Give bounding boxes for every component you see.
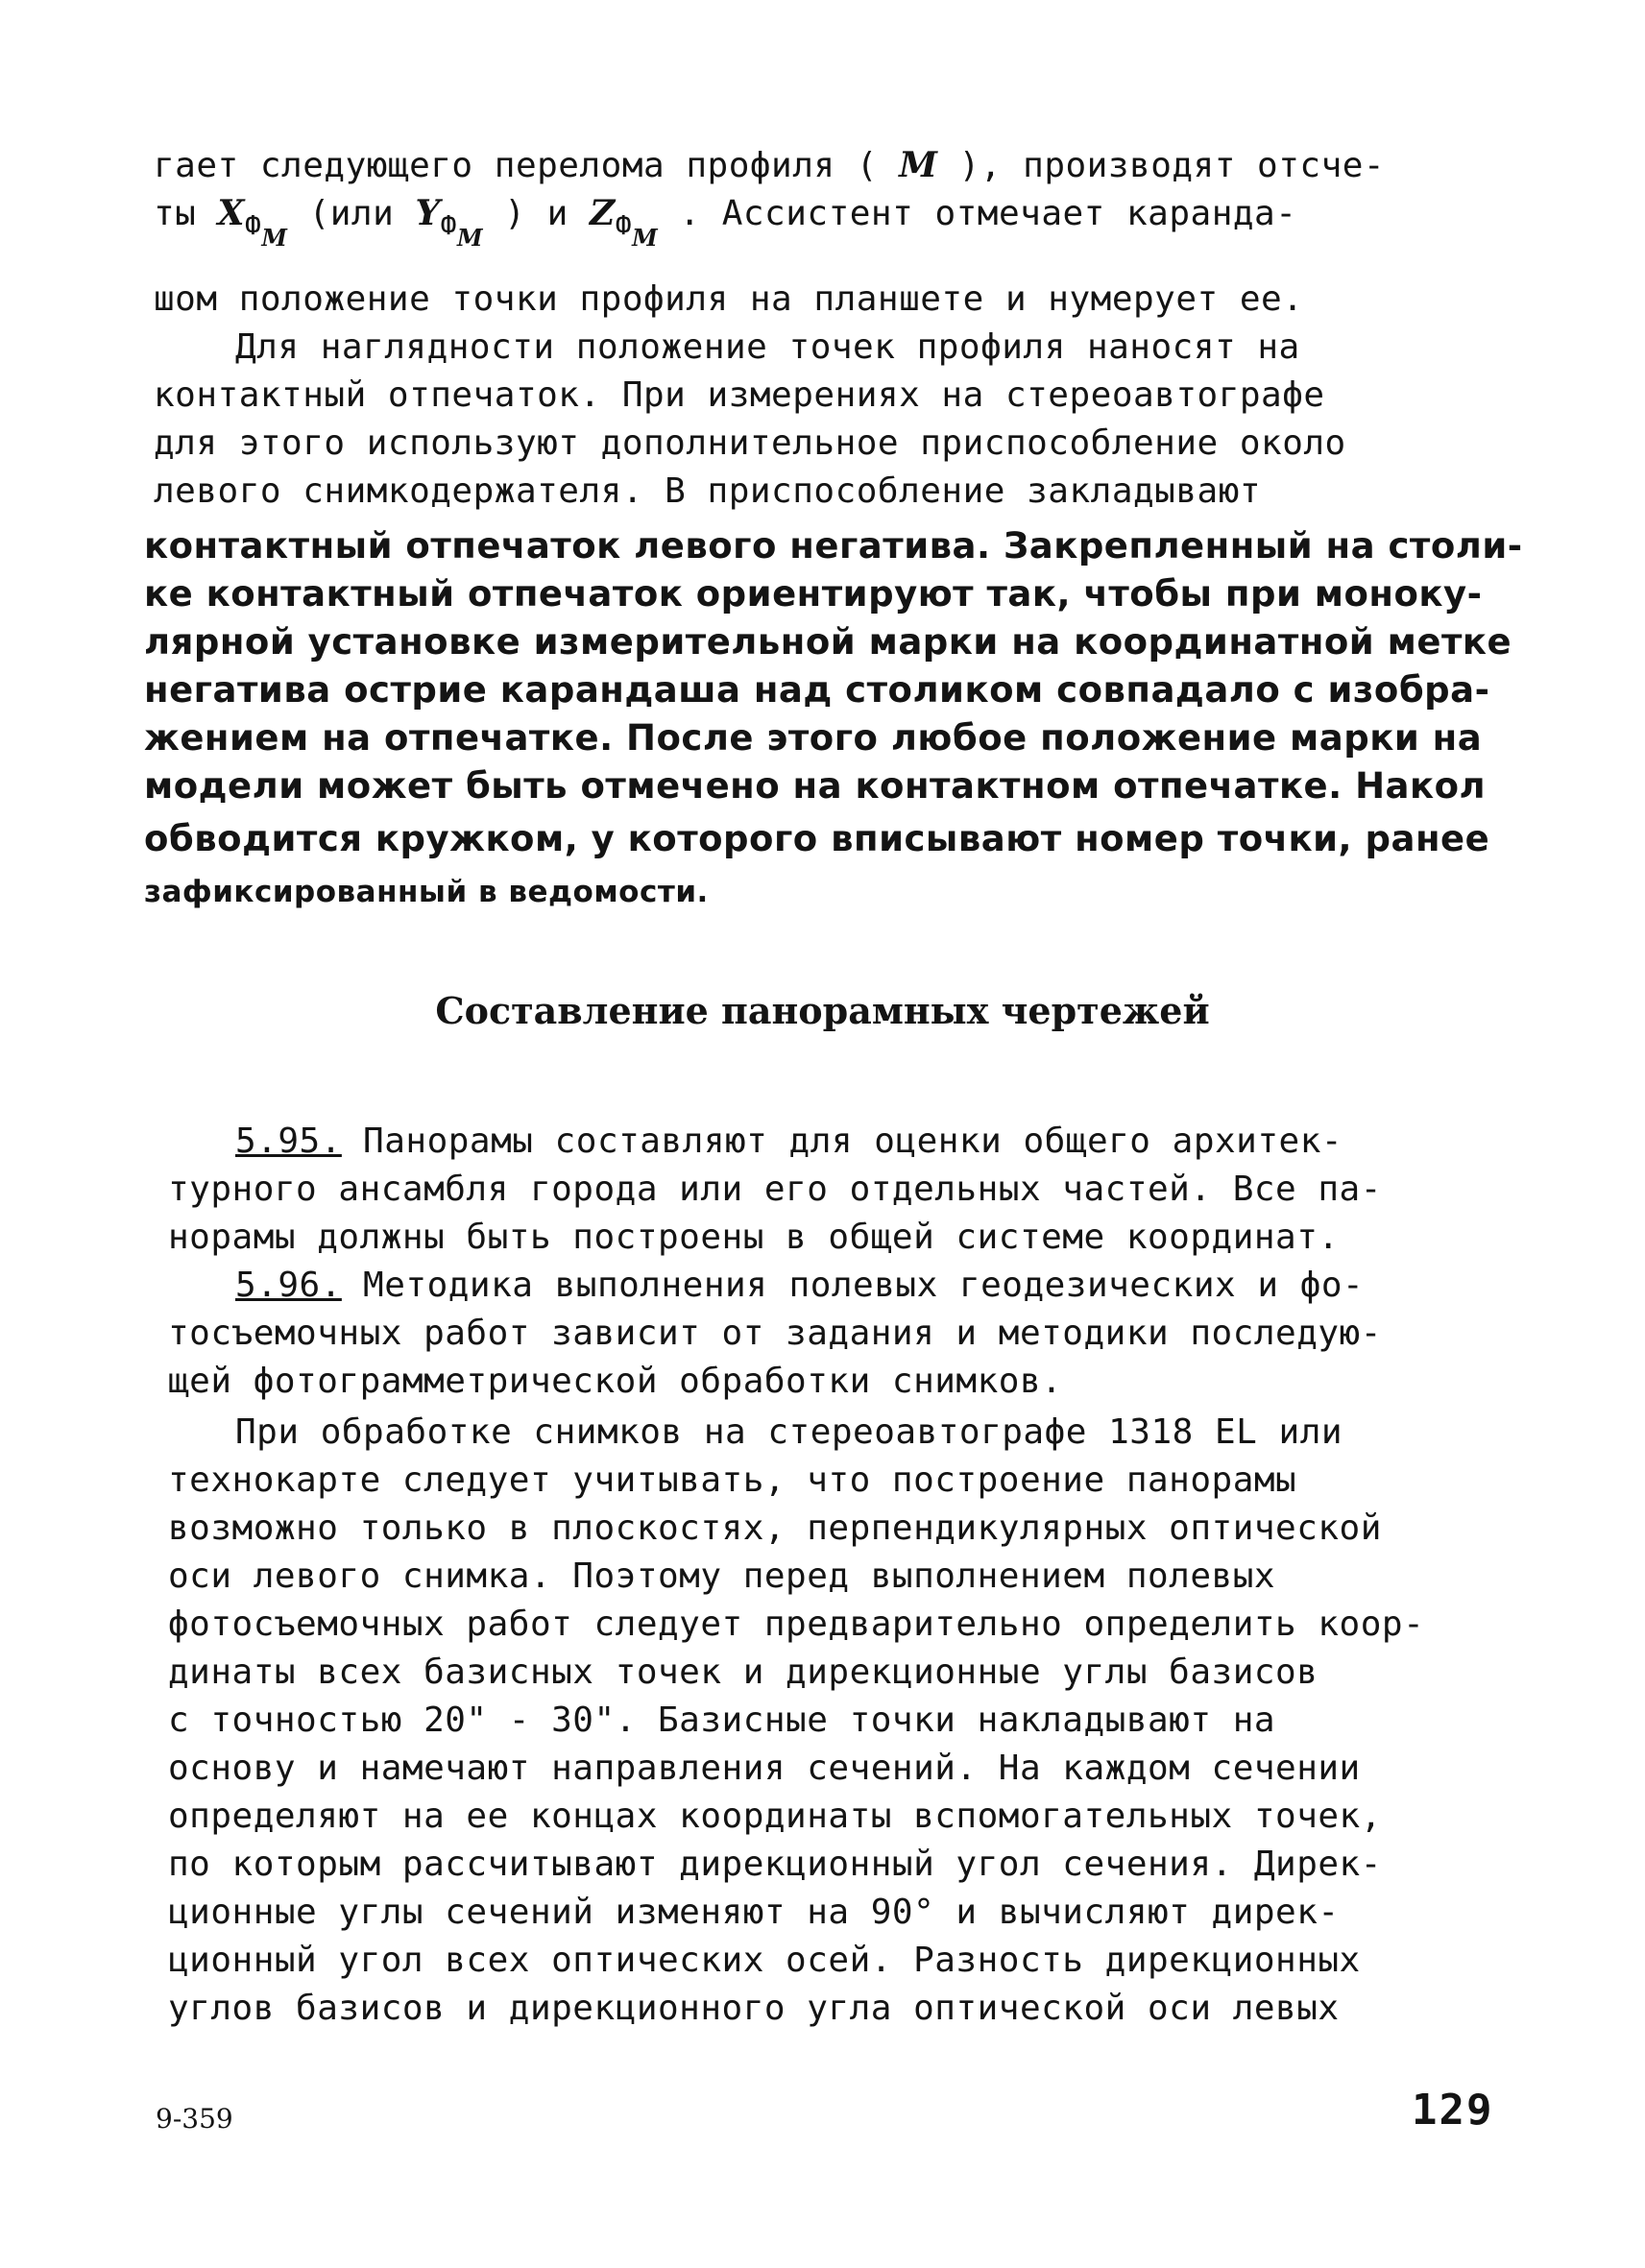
text-line: оси левого снимка. Поэтому перед выполнением полевых	[168, 1556, 1276, 1596]
subscript-phi: Ф	[615, 209, 633, 241]
text-line: левого снимкодержателя. В приспособление закладывают	[154, 471, 1262, 511]
text-line: Для наглядности положение точек профиля наносят на	[235, 327, 1300, 367]
subscript-m: M	[457, 224, 484, 252]
subscript-phi: Ф	[440, 209, 458, 241]
symbol-y: Y	[415, 193, 441, 233]
text-line: норамы должны быть построены в общей системе координат.	[168, 1218, 1340, 1257]
bold-text-line: ке контактный отпечаток ориентируют так, чтобы при моноку-	[144, 573, 1483, 615]
text-line-formula	[154, 190, 1296, 261]
text-line	[235, 1119, 1343, 1165]
text-line: технокарте следует учитывать, что построение панорамы	[168, 1460, 1297, 1500]
text-span: ), производят отсче-	[937, 146, 1386, 185]
text-line: основу и намечают направления сечений. На каждом сечении	[168, 1749, 1361, 1788]
bold-text-line: лярной установке измерительной марки на координатной метке	[144, 621, 1512, 663]
bold-text-line: контактный отпечаток левого негатива. Закрепленный на столи-	[144, 525, 1523, 567]
text-span: (или	[287, 194, 416, 233]
section-heading: Составление панорамных чертежей	[435, 989, 1210, 1032]
bold-text-line: жением на отпечатке. После этого любое положение марки на	[144, 717, 1483, 759]
text-span: Панорамы составляют для оценки общего архитек-	[341, 1122, 1343, 1161]
bold-text-line: обводится кружком, у которого вписывают номер точки, ранее	[144, 818, 1490, 859]
text-line	[235, 1263, 1364, 1309]
symbol-z: Z	[589, 193, 616, 233]
text-line: шом положение точки профиля на планшете и нумерует ее.	[154, 279, 1304, 319]
subscript-phi: Ф	[244, 209, 262, 241]
text-line: с точностью 20" - 30". Базисные точки накладывают на	[168, 1701, 1276, 1740]
text-span: гает следующего перелома профиля (	[154, 146, 900, 185]
text-span: ) и	[483, 194, 590, 233]
text-span: . Ассистент отмечает каранда-	[658, 194, 1297, 233]
text-line: тосъемочных работ зависит от задания и методики последую-	[168, 1314, 1382, 1353]
bold-text-line: модели может быть отмечено на контактном отпечатке. Накол	[144, 765, 1487, 807]
text-span: ты	[154, 194, 218, 233]
text-line	[154, 142, 1385, 189]
subscript-m: M	[261, 224, 288, 252]
symbol-m: M	[899, 145, 938, 185]
text-line: определяют на ее концах координаты вспомогательных точек,	[168, 1797, 1382, 1836]
text-line: для этого используют дополнительное приспособление около	[154, 423, 1346, 463]
bold-text-line: негатива острие карандаша над столиком совпадало с изобра-	[144, 669, 1490, 711]
text-line: ционный угол всех оптических осей. Разность дирекционных	[168, 1941, 1361, 1980]
page-number: 129	[1412, 2086, 1494, 2135]
text-line: ционные углы сечений изменяют на 90° и вычисляют дирек-	[168, 1893, 1340, 1932]
symbol-x: X	[217, 193, 245, 233]
print-signature: 9-359	[156, 2103, 233, 2135]
text-line: фотосъемочных работ следует предварительно определить коор-	[168, 1604, 1425, 1644]
text-line: динаты всех базисных точек и дирекционные углы базисов	[168, 1653, 1318, 1692]
text-span: Методика выполнения полевых геодезических и фо-	[341, 1266, 1365, 1305]
text-line: При обработке снимков на стереоавтографе 1318 EL или	[235, 1412, 1343, 1452]
text-line: по которым рассчитывают дирекционный угол сечения. Дирек-	[168, 1845, 1382, 1884]
text-line: турного ансамбля города или его отдельных частей. Все па-	[168, 1170, 1382, 1209]
text-line: возможно только в плоскостях, перпендикулярных оптической	[168, 1508, 1382, 1548]
clause-number: 5.96.	[235, 1266, 342, 1305]
text-line: контактный отпечаток. При измерениях на стереоавтографе	[154, 375, 1325, 415]
bold-text-line: зафиксированный в ведомости.	[144, 875, 709, 909]
clause-number: 5.95.	[235, 1122, 342, 1161]
subscript-m: M	[632, 224, 659, 252]
text-line: щей фотограмметрической обработки снимков.	[168, 1362, 1063, 1401]
text-line: углов базисов и дирекционного угла оптической оси левых	[168, 1989, 1340, 2028]
